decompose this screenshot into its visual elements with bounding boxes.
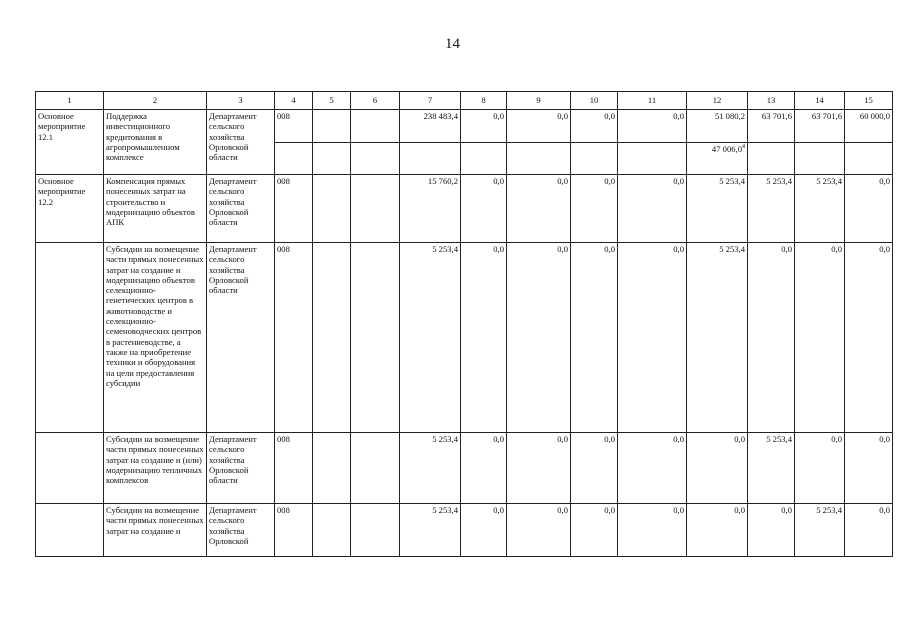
value-cell: 0,0 [687,504,748,557]
activity-cell [36,243,104,433]
description-cell: Субсидии на возмещение части прямых понесенных затрат на создание и модернизацию объектов селекционно-генетических центров в животноводстве и селекционно-семеноводческих центров в растениеводстве, а также на приобретение техники и оборудования на цели предоставления субсидии [104,243,207,433]
value-cell: 0,0 [461,433,507,504]
empty-cell [795,143,845,175]
value-cell: 0,0 [845,175,893,243]
column-number: 12 [687,92,748,110]
value-cell: 0,0 [618,175,687,243]
column-number: 4 [275,92,313,110]
value-cell: 0,0 [461,175,507,243]
column-number: 13 [748,92,795,110]
value-cell: 5 253,4 [400,504,461,557]
column-number: 3 [207,92,275,110]
code-cell: 008 [275,433,313,504]
column-number: 8 [461,92,507,110]
column-number: 7 [400,92,461,110]
value-cell: 0,0 [507,433,571,504]
empty-cell [351,243,400,433]
empty-cell [351,504,400,557]
code-cell: 008 [275,243,313,433]
table-row [36,110,893,143]
value-cell: 5 253,4 [795,504,845,557]
value-cell: 0,0 [795,433,845,504]
activity-cell [36,433,104,504]
value-cell: 0,0 [461,110,507,143]
value-cell: 238 483,4 [400,110,461,143]
budget-table [35,91,893,557]
column-number: 9 [507,92,571,110]
value-cell: 0,0 [618,110,687,143]
value-cell: 0,0 [461,504,507,557]
executor-cell: Департамент сельского хозяйства Орловской области [207,243,275,433]
description-cell: Субсидии на возмещение части прямых понесенных затрат на создание и [104,504,207,557]
column-number: 5 [313,92,351,110]
value-cell: 0,0 [461,243,507,433]
table-row [36,433,893,504]
value-cell: 0,0 [845,243,893,433]
value-cell: 5 253,4 [795,175,845,243]
empty-cell [748,143,795,175]
value-cell: 5 253,4 [748,175,795,243]
activity-cell [36,504,104,557]
value-cell: 63 701,6 [748,110,795,143]
description-cell: Компенсация прямых понесенных затрат на строительство и модернизацию объектов АПК [104,175,207,243]
column-number: 15 [845,92,893,110]
value-cell: 0,0 [687,433,748,504]
empty-cell [351,175,400,243]
footnote-mark: 4 [742,144,745,151]
empty-cell [313,175,351,243]
empty-cell [400,143,461,175]
value-cell: 0,0 [618,433,687,504]
empty-cell [313,243,351,433]
empty-cell [313,110,351,143]
value-cell: 5 253,4 [748,433,795,504]
activity-cell: Основное мероприятие 12.1 [36,110,104,175]
description-cell: Субсидии на возмещение части прямых понесенных затрат на создание и (или) модернизацию тепличных комплексов [104,433,207,504]
value-cell: 0,0 [571,175,618,243]
value-cell: 0,0 [571,243,618,433]
code-cell: 008 [275,175,313,243]
value-cell: 63 701,6 [795,110,845,143]
empty-cell [351,433,400,504]
column-number: 2 [104,92,207,110]
executor-cell: Департамент сельского хозяйства Орловской области [207,433,275,504]
empty-cell [275,143,313,175]
column-number: 1 [36,92,104,110]
code-cell: 008 [275,504,313,557]
empty-cell [507,143,571,175]
description-cell: Поддержка инвестиционного кредитования в агропромышленном комплексе [104,110,207,175]
value-cell: 60 000,0 [845,110,893,143]
value-cell: 0,0 [507,175,571,243]
value-cell: 0,0 [507,504,571,557]
empty-cell [351,110,400,143]
empty-cell [313,504,351,557]
empty-cell [461,143,507,175]
column-number: 14 [795,92,845,110]
executor-cell: Департамент сельского хозяйства Орловской области [207,110,275,175]
value-cell-extra [687,143,748,175]
value-cell: 0,0 [845,504,893,557]
value-cell: 15 760,2 [400,175,461,243]
value-cell: 0,0 [507,243,571,433]
value-cell: 0,0 [748,243,795,433]
value-cell: 0,0 [618,504,687,557]
page-number: 14 [445,36,460,52]
value-cell: 0,0 [618,243,687,433]
column-number: 6 [351,92,400,110]
table-row [36,175,893,243]
value-cell: 5 253,4 [400,243,461,433]
column-number: 10 [571,92,618,110]
column-number: 11 [618,92,687,110]
executor-cell: Департамент сельского хозяйства Орловской [207,504,275,557]
executor-cell: Департамент сельского хозяйства Орловской области [207,175,275,243]
value-cell: 0,0 [845,433,893,504]
value-cell: 0,0 [571,110,618,143]
value-cell: 0,0 [507,110,571,143]
value-cell: 51 080,2 [687,110,748,143]
value-cell: 0,0 [748,504,795,557]
table-row [36,243,893,433]
column-number-row [36,92,893,110]
value-cell: 0,0 [571,504,618,557]
code-cell: 008 [275,110,313,143]
extra-value: 47 006,0 [711,144,742,154]
value-cell: 0,0 [795,243,845,433]
empty-cell [313,143,351,175]
empty-cell [845,143,893,175]
empty-cell [351,143,400,175]
value-cell: 5 253,4 [400,433,461,504]
empty-cell [313,433,351,504]
table-row [36,504,893,557]
value-cell: 0,0 [571,433,618,504]
value-cell: 5 253,4 [687,243,748,433]
value-cell: 5 253,4 [687,175,748,243]
empty-cell [618,143,687,175]
empty-cell [571,143,618,175]
activity-cell: Основное мероприятие 12.2 [36,175,104,243]
